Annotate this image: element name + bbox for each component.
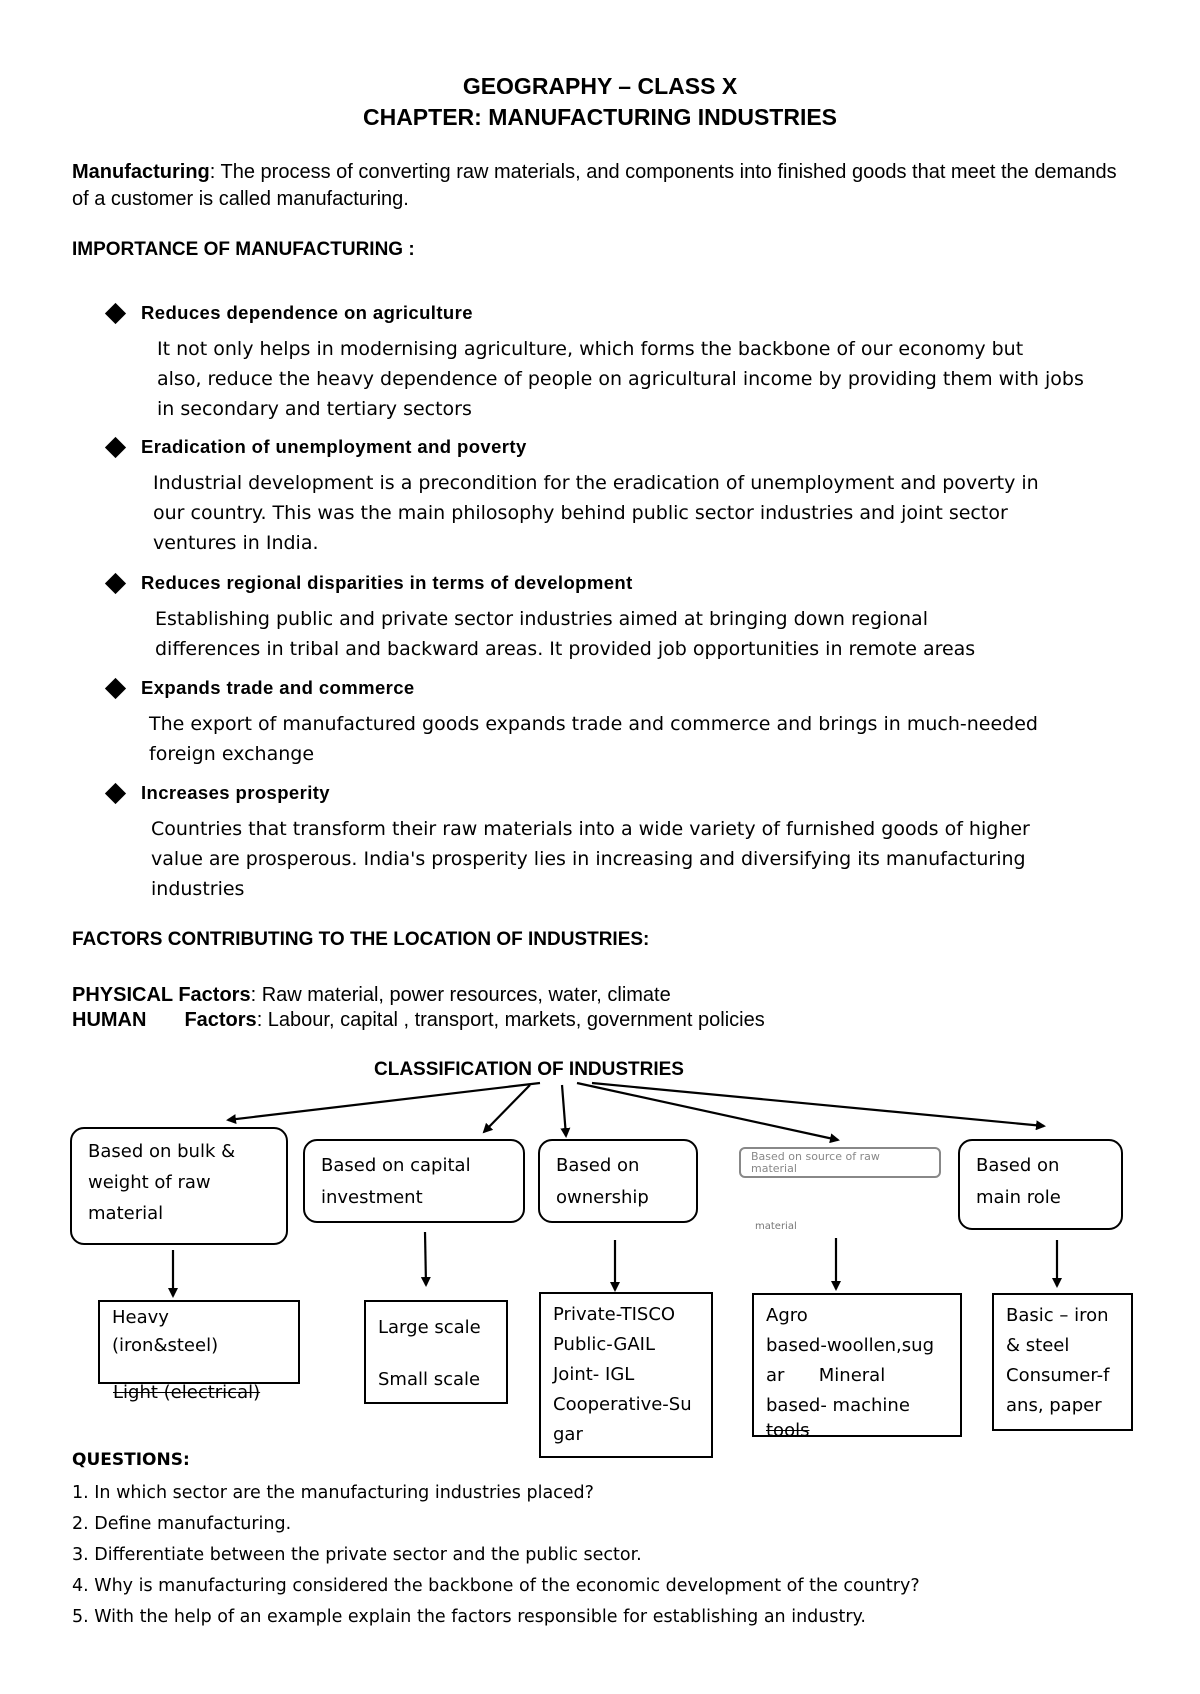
- arrow-to-bulk: [228, 1083, 540, 1120]
- category-label: Based on bulk & weight of raw material: [88, 1141, 236, 1224]
- arrow-to-capital: [484, 1085, 530, 1132]
- result-line-overflow: Light (electrical): [113, 1382, 261, 1403]
- result-line-overflow: tools: [766, 1420, 810, 1441]
- question-number: 1.: [72, 1483, 89, 1503]
- question-number: 3.: [72, 1545, 89, 1565]
- category-label: Based on main role: [976, 1155, 1061, 1208]
- category-box-role: [958, 1139, 1123, 1230]
- question-text: Why is manufacturing considered the backbone of the economic development of the country?: [88, 1576, 920, 1596]
- category-box-ownership: [538, 1139, 698, 1223]
- question-item: [72, 1602, 866, 1633]
- result-box-role: [992, 1293, 1133, 1431]
- human-factors-text: : Labour, capital , transport, markets, government policies: [256, 1009, 765, 1031]
- question-text: Define manufacturing.: [88, 1514, 292, 1534]
- result-box-capital: [364, 1300, 508, 1404]
- result-line: Large scale: [378, 1317, 481, 1338]
- questions-heading: QUESTIONS:: [72, 1450, 190, 1470]
- result-box-source: [752, 1293, 962, 1437]
- page-title: GEOGRAPHY – CLASS X: [462, 73, 738, 99]
- description-line: differences in tribal and backward areas. It provided job opportunities in remote areas: [155, 638, 976, 660]
- question-number: 2.: [72, 1514, 89, 1534]
- category-label: Based on source of raw material: [751, 1150, 880, 1175]
- question-text: In which sector are the manufacturing industries placed?: [88, 1483, 594, 1503]
- physical-factors-label: PHYSICAL Factors: [72, 984, 251, 1006]
- arrow-down-capital: [425, 1232, 426, 1285]
- result-line: ans, paper: [1006, 1395, 1102, 1416]
- stray-text: material: [755, 1221, 797, 1232]
- result-line: Small scale: [378, 1369, 481, 1390]
- result-line: Cooperative-Su: [553, 1394, 692, 1415]
- result-line: Joint- IGL: [553, 1364, 635, 1385]
- question-item: [72, 1540, 642, 1571]
- category-box-source-faded: [739, 1147, 941, 1178]
- classification-title: CLASSIFICATION OF INDUSTRIES: [374, 1059, 684, 1080]
- result-line: Consumer-f: [1006, 1365, 1110, 1386]
- description-line: in secondary and tertiary sectors: [157, 398, 472, 420]
- question-item: [72, 1571, 920, 1602]
- question-text: Differentiate between the private sector and the public sector.: [88, 1545, 642, 1565]
- description-line: also, reduce the heavy dependence of people on agricultural income by providing them with jobs: [157, 368, 1084, 390]
- description-line: The export of manufactured goods expands trade and commerce and brings in much-needed: [149, 713, 1038, 735]
- category-box-bulk: [70, 1127, 288, 1245]
- arrow-to-ownership: [562, 1085, 566, 1136]
- result-line: (iron&steel): [112, 1335, 219, 1356]
- bullet-title: Eradication of unemployment and poverty: [141, 436, 527, 457]
- description-line: our country. This was the main philosophy behind public sector industries and joint sector: [153, 502, 1008, 524]
- bullet-title: Reduces regional disparities in terms of development: [141, 572, 633, 593]
- arrow-to-role: [592, 1083, 1044, 1126]
- factors-heading: FACTORS CONTRIBUTING TO THE LOCATION OF INDUSTRIES:: [72, 929, 650, 950]
- result-line: Private-TISCO: [553, 1304, 676, 1325]
- category-label: Based on ownership: [556, 1155, 649, 1208]
- bullet-title: Expands trade and commerce: [141, 677, 415, 698]
- result-line: based- machine: [766, 1395, 910, 1416]
- question-item: [72, 1509, 291, 1540]
- result-line: Agro: [766, 1305, 808, 1326]
- question-number: 5.: [72, 1607, 89, 1627]
- category-box-capital: [303, 1139, 525, 1223]
- description-line: industries: [151, 878, 245, 900]
- human-factors-label: HUMAN: [72, 1009, 147, 1031]
- result-line: based-woollen,sug: [766, 1335, 934, 1356]
- result-box-bulk: [98, 1300, 300, 1384]
- description-line: It not only helps in modernising agriculture, which forms the backbone of our economy but: [157, 338, 1024, 360]
- question-item: [72, 1478, 594, 1509]
- description-line: Establishing public and private sector industries aimed at bringing down regional: [155, 608, 928, 630]
- result-line: Heavy: [112, 1307, 169, 1328]
- question-number: 4.: [72, 1576, 89, 1596]
- result-line: gar: [553, 1424, 583, 1445]
- question-text: With the help of an example explain the factors responsible for establishing an industry.: [88, 1607, 866, 1627]
- definition-term: Manufacturing: [72, 161, 210, 183]
- bullet-title: Reduces dependence on agriculture: [141, 302, 473, 323]
- description-line: Countries that transform their raw materials into a wide variety of furnished goods of higher: [151, 818, 1030, 840]
- result-box-ownership: [539, 1292, 713, 1458]
- arrow-to-source: [577, 1083, 838, 1140]
- description-line: ventures in India.: [153, 532, 319, 554]
- result-line: Basic – iron: [1006, 1305, 1109, 1326]
- category-label: Based on capital investment: [321, 1155, 471, 1208]
- definition-text: : The process of converting raw materials, and components into finished goods that meet the demands of a customer is called manufacturing.: [72, 161, 1117, 210]
- description-line: foreign exchange: [149, 743, 315, 765]
- result-line: ar Mineral: [766, 1365, 886, 1386]
- chapter-title: CHAPTER: MANUFACTURING INDUSTRIES: [362, 104, 838, 130]
- bullet-title: Increases prosperity: [141, 782, 330, 803]
- human-factors-label-b: Factors: [184, 1009, 257, 1031]
- description-line: Industrial development is a precondition for the eradication of unemployment and poverty in: [153, 472, 1039, 494]
- importance-heading: IMPORTANCE OF MANUFACTURING :: [72, 239, 415, 260]
- physical-factors-text: : Raw material, power resources, water, climate: [250, 984, 671, 1006]
- description-line: value are prosperous. India's prosperity lies in increasing and diversifying its manufacturing: [151, 848, 1026, 870]
- result-line: Public-GAIL: [553, 1334, 656, 1355]
- result-line: & steel: [1006, 1335, 1070, 1356]
